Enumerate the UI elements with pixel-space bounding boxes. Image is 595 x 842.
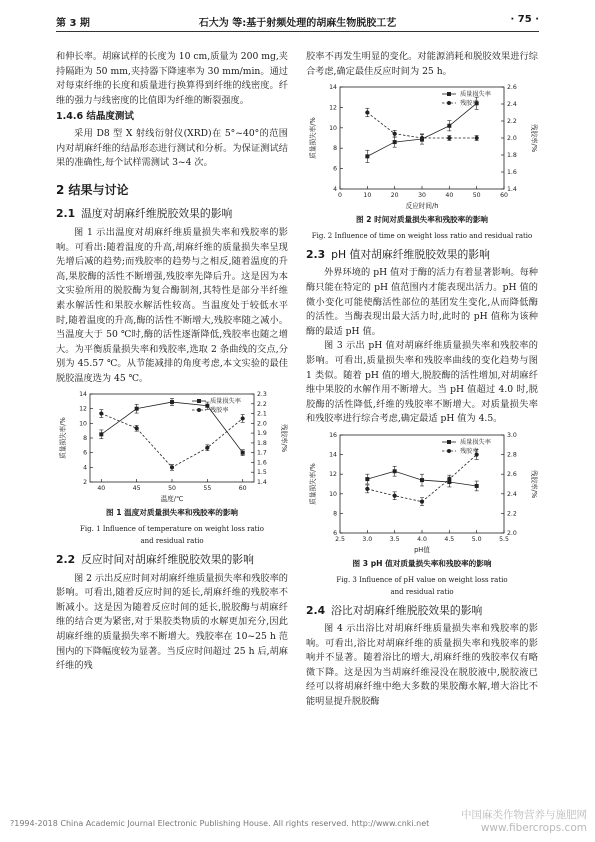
paragraph: 图 3 示出 pH 值对胡麻纤维质量损失率和残胶率的影响。可看出,质量损失率和残胶率曲线的变化趋势与图 1 类似。随着 pH 值的增大,脱胶酶的活性增加,对胡麻纤维中果胶的水解作用不断增大。当 pH 值超过 4.0 时,脱胶酶的活性降低,纤维的残胶率不断增大。对质量损失率和残胶率进行综合考虑,确定最适 pH 值为 4.5。 [306, 340, 538, 425]
x-tick-label: 40 [445, 192, 454, 200]
y-axis-label: 质量损失率/% [309, 117, 317, 159]
legend-label: 质量损失率 [460, 91, 491, 99]
data-point-square [365, 155, 369, 159]
y-tick-label: 2 [83, 479, 87, 487]
y2-tick-label: 2.2 [507, 118, 517, 126]
figure-1-chart [56, 386, 288, 504]
data-point-circle [475, 136, 479, 140]
y-tick-label: 14 [329, 451, 337, 459]
data-point-square [393, 469, 397, 473]
x-tick-label: 4.5 [444, 535, 455, 543]
caption-line: Fig. 3 Influence of pH value on weight loss ratio [336, 575, 508, 584]
y2-tick-label: 1.4 [507, 186, 517, 194]
x-tick-label: 55 [203, 485, 212, 493]
y-tick-label: 8 [83, 435, 87, 443]
data-point-square [205, 404, 209, 408]
y2-axis-label: 残胶率/% [530, 469, 538, 499]
legend-marker-circle [447, 449, 451, 453]
x-tick-label: 20 [390, 192, 399, 200]
y-tick-label: 6 [333, 529, 337, 537]
y2-tick-label: 2.3 [257, 391, 267, 399]
x-axis-label: 温度/℃ [160, 495, 184, 504]
paragraph: 外界环境的 pH 值对于酶的活力有着显著影响。每种酶只能在特定的 pH 值范围内才能表现出活力。pH 值的微小变化可能使酶活性部位的基团发生变化,从而降低酶的活性。当酶表现出最大活力时,此时的 pH 值称为该种酶的最适 pH 值。 [306, 267, 538, 337]
data-point-circle [365, 111, 369, 115]
y-tick-label: 12 [329, 104, 337, 112]
y2-tick-label: 2.8 [507, 451, 517, 459]
y2-tick-label: 1.8 [507, 152, 517, 160]
legend-label: 残胶率 [460, 100, 479, 108]
page-number: · 75 · [510, 14, 539, 25]
y2-tick-label: 2.6 [507, 84, 517, 92]
caption-line: and residual ratio [390, 587, 454, 596]
watermark-text: 中国麻类作物营养与施肥网 [461, 809, 587, 821]
y-tick-label: 10 [79, 420, 87, 428]
watermark [461, 807, 587, 834]
heading-number: 2.4 [306, 603, 326, 617]
data-point-circle [135, 427, 139, 431]
subsection-heading: 1.4.6 结晶度测试 [56, 111, 134, 123]
data-point-circle [393, 494, 397, 498]
data-point-circle [447, 477, 451, 481]
x-tick-label: 5.0 [471, 535, 482, 543]
y-tick-label: 16 [329, 431, 337, 439]
figure-3-caption-en [306, 574, 538, 598]
data-point-square [241, 451, 245, 455]
series-line-weight-loss [367, 104, 476, 157]
data-point-circle [205, 446, 209, 450]
figure-3 [306, 427, 538, 598]
section-heading: 2 结果与讨论 [56, 182, 129, 197]
y-tick-label: 12 [329, 471, 337, 479]
legend-label: 残胶率 [210, 407, 229, 415]
data-point-square [475, 484, 479, 488]
y2-tick-label: 1.6 [257, 459, 267, 467]
data-point-circle [170, 466, 174, 470]
y-tick-label: 4 [83, 464, 87, 472]
figure-1-caption-en [56, 523, 288, 547]
watermark-url: www.fibercrops.com [480, 822, 587, 834]
figure-2-caption-cn: 图 2 时间对质量损失率和残胶率的影响 [355, 215, 489, 225]
y2-tick-label: 2.0 [257, 420, 267, 428]
x-axis-label: pH值 [414, 545, 430, 554]
issue-number: 第 3 期 [56, 18, 90, 29]
data-point-square [99, 433, 103, 437]
legend-marker-square [197, 399, 201, 403]
legend-marker-circle [197, 408, 201, 412]
y-tick-label: 12 [79, 406, 87, 414]
left-column [56, 50, 288, 674]
y2-axis-label: 残胶率/% [530, 124, 538, 153]
y2-tick-label: 1.5 [257, 469, 267, 477]
paragraph: 胶率不再发生明显的变化。对能源消耗和脱胶效果进行综合考虑,确定最佳反应时间为 25 h。 [306, 51, 538, 77]
y-tick-label: 14 [329, 84, 337, 92]
y2-tick-label: 1.6 [507, 169, 517, 177]
x-tick-label: 45 [132, 485, 141, 493]
x-tick-label: 3.0 [362, 535, 373, 543]
y2-tick-label: 2.0 [507, 529, 517, 537]
x-tick-label: 40 [97, 485, 106, 493]
paragraph: 图 4 示出浴比对胡麻纤维质量损失率和残胶率的影响。可看出,浴比对胡麻纤维的质量损失率和残胶率的影响并不显著。随着浴比的增大,胡麻纤维的残胶率仅有略微下降。这是因为当胡麻纤维浸没在脱胶液中,脱胶液已经可以将胡麻纤维中绝大多数的果胶酶水解,增大浴比不能明显提升脱胶酶 [306, 623, 538, 708]
header-rule [56, 31, 539, 32]
legend-label: 残胶率 [460, 447, 479, 455]
y-tick-label: 8 [333, 510, 337, 518]
legend-marker-square [447, 92, 451, 96]
x-tick-label: 0 [338, 192, 342, 200]
data-point-circle [241, 417, 245, 421]
x-tick-label: 2.5 [335, 535, 345, 543]
section-heading-2-2 [56, 553, 288, 568]
heading-title: 浴比对胡麻纤维脱胶效果的影响 [331, 603, 483, 617]
paragraph: 图 1 示出温度对胡麻纤维质量损失率和残胶率的影响。可看出:随着温度的升高,胡麻纤维的质量损失率呈现先增后减的趋势;而残胶率的趋势与之相反,随着温度的升高,果胶酶的活性不断增强,残胶率先降后升。这是因为本文实验所用的脱胶酶为复合酶制剂,其特性是部分半纤维素水解活性和果胶水解活性较高。当温度处于较低水平时,随着温度的升高,酶的活性不断增大,残胶率随之减小。当温度大于 50 ℃时,酶的活性逐渐降低,残胶率也随之增大。为平衡质量损失率和残胶率,选取 2 条曲线的交点,分别为 45.57 ℃。从节能减排的角度考虑,本文实验的最佳脱胶温度选为 45 ℃。 [56, 226, 288, 384]
data-point-circle [447, 136, 451, 140]
x-tick-label: 3.5 [389, 535, 400, 543]
y-tick-label: 14 [79, 391, 87, 399]
running-header [56, 10, 539, 30]
y-tick-label: 6 [83, 450, 87, 458]
data-point-circle [420, 136, 424, 140]
x-tick-label: 4.0 [417, 535, 427, 543]
data-point-square [393, 140, 397, 144]
series-line-residual [101, 414, 242, 468]
y-tick-label: 10 [329, 124, 337, 132]
x-tick-label: 5.5 [499, 535, 509, 543]
y2-tick-label: 2.2 [257, 401, 267, 409]
data-point-square [447, 124, 451, 128]
x-tick-label: 50 [168, 485, 176, 493]
heading-title: 温度对胡麻纤维脱胶效果的影响 [81, 207, 233, 221]
section-heading-2-1 [56, 207, 288, 222]
y-axis-label: 质量损失率/% [59, 417, 67, 460]
figure-2-chart [306, 79, 538, 211]
y2-tick-label: 2.0 [507, 135, 517, 143]
section-heading-2-3 [306, 248, 538, 263]
y2-tick-label: 3.0 [507, 431, 517, 439]
copyright-line: ?1994-2018 China Academic Journal Electronic Publishing House. All rights reserved. http://www.cnki.net [10, 819, 430, 828]
figure-3-chart [306, 427, 538, 555]
data-point-circle [365, 487, 369, 491]
y-tick-label: 4 [333, 186, 337, 194]
y2-tick-label: 2.1 [257, 411, 267, 419]
x-axis-label: 反应时间/h [405, 202, 439, 211]
x-tick-label: 60 [238, 485, 247, 493]
y2-axis-label: 残胶率/% [280, 424, 288, 453]
legend-marker-circle [447, 101, 451, 105]
figure-1-caption-cn: 图 1 温度对质量损失率和残胶率的影响 [105, 508, 239, 518]
y2-tick-label: 2.6 [507, 471, 517, 479]
page-footer [10, 808, 587, 834]
running-title: 石大为 等:基于射频处理的胡麻生物脱胶工艺 [198, 18, 397, 29]
x-tick-label: 10 [363, 192, 372, 200]
heading-number: 2.3 [306, 247, 326, 261]
data-point-circle [99, 412, 103, 416]
figure-2-caption-en: Fig. 2 Influence of time on weight loss ratio and residual ratio [311, 231, 533, 240]
y-axis-label: 质量损失率/% [309, 463, 317, 505]
section-heading-2-4 [306, 604, 538, 619]
y-tick-label: 6 [333, 165, 337, 173]
paragraph: 采用 D8 型 X 射线衍射仪(XRD)在 5°~40°的范围内对胡麻纤维的结晶形态进行测试和分析。为保证测试结果的准确性,每个试样需测试 3~4 次。 [56, 127, 288, 169]
x-tick-label: 50 [472, 192, 481, 200]
data-point-circle [420, 499, 424, 503]
data-point-square [420, 478, 424, 482]
x-tick-label: 30 [418, 192, 426, 200]
data-point-square [170, 401, 174, 405]
heading-title: pH 值对胡麻纤维脱胶效果的影响 [331, 247, 490, 261]
y2-tick-label: 1.8 [257, 440, 267, 448]
heading-number: 2.1 [56, 207, 76, 221]
data-point-square [365, 477, 369, 481]
y-tick-label: 8 [333, 145, 337, 153]
y2-tick-label: 2.4 [507, 490, 517, 498]
caption-line: Fig. 1 Influence of temperature on weight loss ratio [80, 525, 264, 534]
figure-3-caption-cn: 图 3 pH 值对质量损失率和残胶率的影响 [352, 558, 492, 568]
y-tick-label: 10 [329, 490, 337, 498]
caption-line: and residual ratio [140, 537, 204, 546]
y2-tick-label: 2.2 [507, 510, 517, 518]
y2-tick-label: 1.9 [257, 430, 267, 438]
heading-title: 反应时间对胡麻纤维脱胶效果的影响 [81, 553, 254, 567]
y2-tick-label: 2.4 [507, 101, 517, 109]
heading-number: 2.2 [56, 553, 76, 567]
figure-2 [306, 79, 538, 242]
figure-1 [56, 386, 288, 547]
right-column [306, 50, 538, 710]
paragraph: 和伸长率。胡麻试样的长度为 10 cm,质量为 200 mg,夹持隔距为 50 mm,夹持器下降速率为 30 mm/min。通过对每束纤维的长度和质量进行换算得到纤维的线密度。纤维的强力与线密度的比值即为纤维的断裂强度。 [56, 51, 288, 106]
paragraph: 图 2 示出反应时间对胡麻纤维质量损失率和残胶率的影响。可看出,随着反应时间的延长,胡麻纤维的残胶率不断减小。这是因为随着反应时间的延长,脱胶酶与胡麻纤维的结合更为紧密,对于果胶类物质的水解更加充分,因此胡麻纤维的质量损失率不断增大。残胶率在 10~25 h 范围内的下降幅度较为显著。当反应时间超过 25 h 后,胡麻纤维的残 [56, 572, 288, 672]
x-tick-label: 60 [500, 192, 508, 200]
legend-label: 质量损失率 [210, 398, 241, 406]
data-point-circle [393, 132, 397, 136]
data-point-square [135, 407, 139, 411]
y2-tick-label: 1.7 [257, 450, 267, 458]
y2-tick-label: 1.4 [257, 479, 267, 487]
legend-label: 质量损失率 [460, 438, 491, 446]
legend-marker-square [447, 440, 451, 444]
